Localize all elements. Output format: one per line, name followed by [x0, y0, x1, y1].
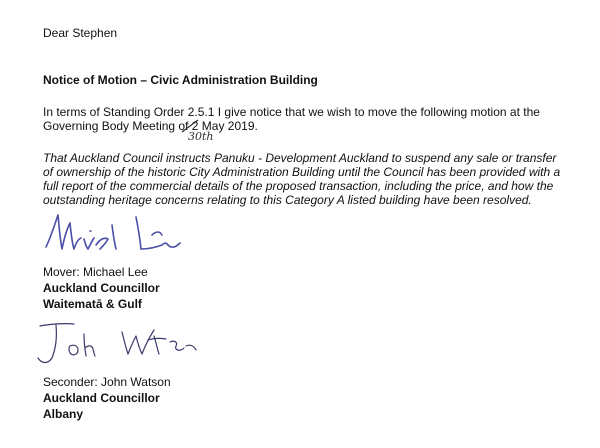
mover-ward: Waitematā & Gulf: [43, 297, 142, 311]
intro-line-1: In terms of Standing Order 2.5.1 I give notice that we wish to move the following motion at the: [43, 105, 540, 119]
seconder-label: Seconder: John Watson: [43, 375, 171, 389]
intro-line-2-prefix: Governing Body Meeting of: [43, 119, 192, 133]
notice-heading: Notice of Motion – Civic Administration Building: [43, 73, 318, 87]
salutation: Dear Stephen: [43, 26, 118, 40]
handwritten-date: 30th: [188, 130, 214, 143]
struck-date: 2: [191, 119, 199, 133]
seconder-title: Auckland Councillor: [43, 391, 160, 405]
mover-signature: [40, 205, 190, 265]
intro-line-2: [43, 119, 258, 133]
motion-line-1: That Auckland Council instructs Panuku - Development Auckland to suspend any sale or transfer: [43, 151, 557, 165]
motion-line-3: full report of the commercial details of the proposed transaction, including the price, and how the: [43, 179, 554, 193]
motion-line-4: outstanding heritage concerns relating to this Category A listed building have been resolved.: [43, 193, 532, 207]
mover-title: Auckland Councillor: [43, 281, 160, 295]
seconder-signature: [30, 318, 200, 370]
motion-line-2: of ownership of the historic City Administration Building until the Council has been provided with a: [43, 165, 561, 179]
mover-label: Mover: Michael Lee: [43, 265, 148, 279]
seconder-ward: Albany: [43, 407, 84, 421]
intro-line-2-suffix: May 2019.: [198, 119, 258, 133]
